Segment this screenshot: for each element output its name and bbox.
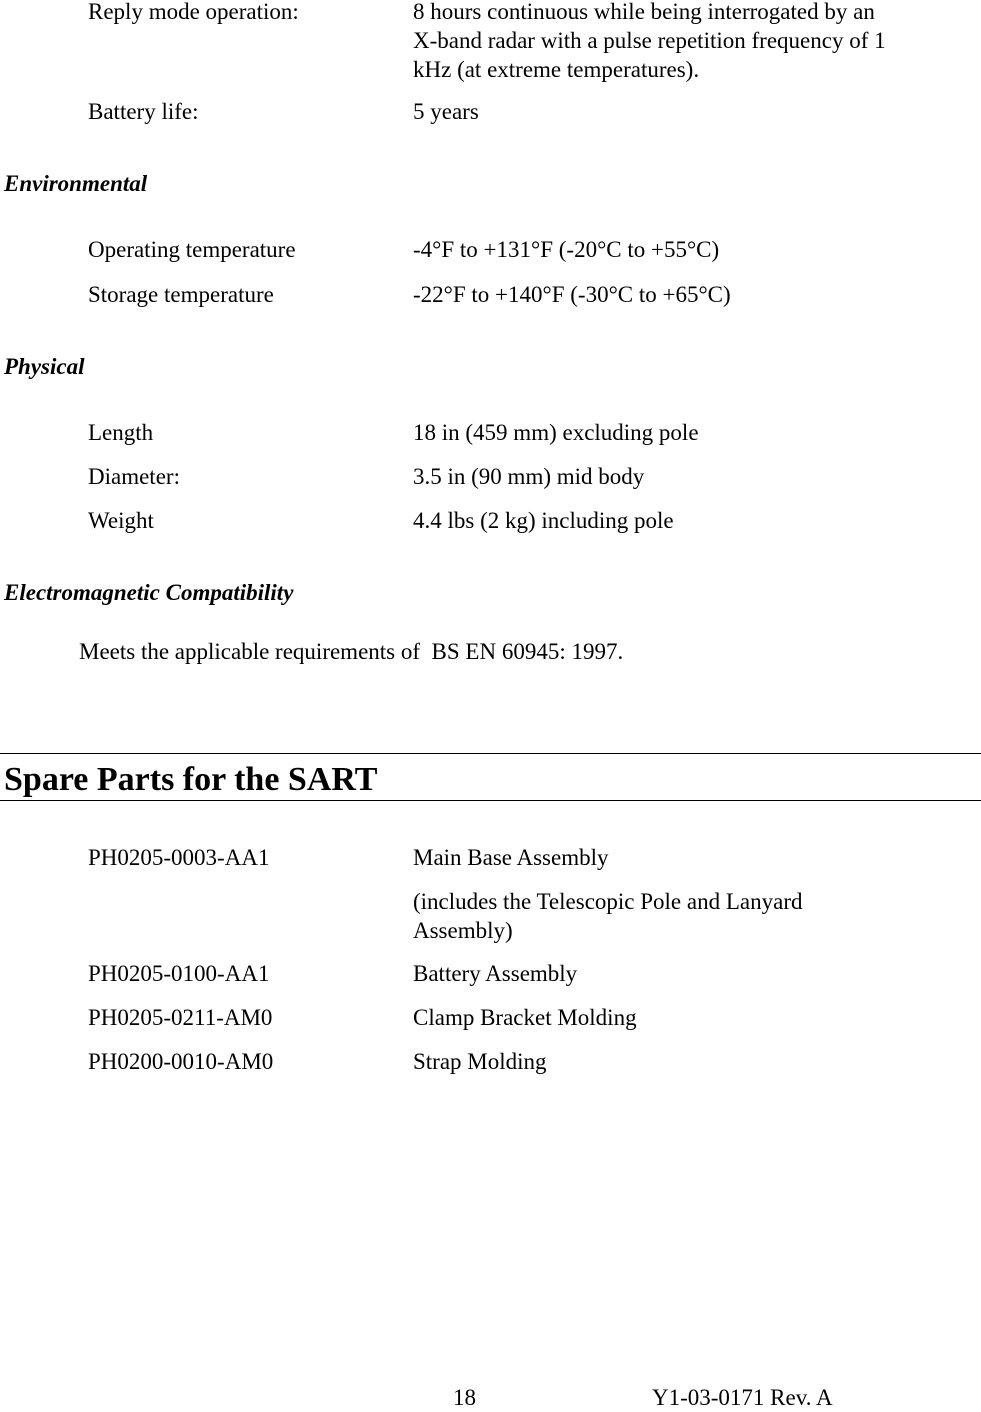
spec-label-operating-temperature: Operating temperature (88, 237, 296, 262)
part-description: Strap Molding (413, 1049, 547, 1074)
part-number: PH0200-0010-AM0 (88, 1049, 274, 1074)
section-heading-environmental: Environmental (4, 171, 148, 196)
spec-label-reply-mode: Reply mode operation: (88, 0, 299, 24)
section-heading-physical: Physical (4, 354, 85, 379)
spec-value-operating-temperature: -4°F to +131°F (-20°C to +55°C) (413, 237, 720, 262)
section-heading-emc: Electromagnetic Compatibility (4, 580, 294, 605)
spare-parts-heading-bar (0, 753, 981, 801)
spec-value-battery-life: 5 years (413, 99, 479, 124)
footer-page-number: 18 (453, 1385, 476, 1410)
spec-label-battery-life: Battery life: (88, 99, 199, 124)
part-description: Clamp Bracket Molding (413, 1005, 637, 1030)
spare-parts-heading: Spare Parts for the SART (4, 761, 378, 798)
part-description: Battery Assembly (413, 961, 578, 986)
spec-label-storage-temperature: Storage temperature (88, 282, 274, 307)
spec-value-reply-mode: 8 hours continuous while being interrogated by an X-band radar with a pulse repetition frequency of 1 kHz (at extreme temperatures). (413, 0, 886, 82)
part-number: PH0205-0003-AA1 (88, 845, 270, 870)
spec-label-weight: Weight (88, 508, 154, 533)
spec-label-diameter: Diameter: (88, 464, 180, 489)
spec-value-weight: 4.4 lbs (2 kg) including pole (413, 508, 674, 533)
spec-value-length: 18 in (459 mm) excluding pole (413, 420, 699, 445)
part-number: PH0205-0100-AA1 (88, 961, 270, 986)
spec-value-storage-temperature: -22°F to +140°F (-30°C to +65°C) (413, 282, 731, 307)
emc-text: Meets the applicable requirements of BS EN 60945: 1997. (79, 639, 624, 664)
part-description: Main Base Assembly (413, 845, 609, 870)
spec-value-diameter: 3.5 in (90 mm) mid body (413, 464, 645, 489)
part-number: PH0205-0211-AM0 (88, 1005, 273, 1030)
footer-document-id: Y1-03-0171 Rev. A (652, 1385, 833, 1410)
spec-label-length: Length (88, 420, 154, 445)
part-description-note: (includes the Telescopic Pole and Lanyard Assembly) (413, 889, 803, 943)
